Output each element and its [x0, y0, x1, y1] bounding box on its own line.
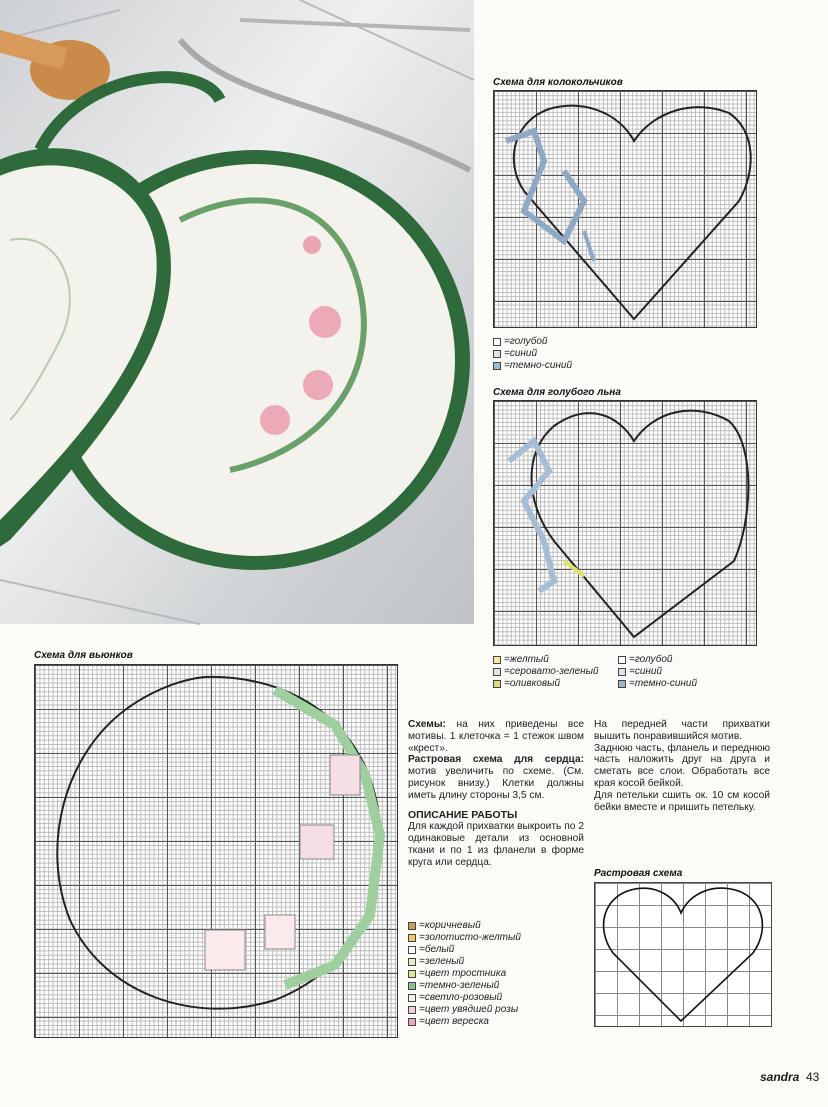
legend-swatch	[493, 668, 501, 676]
potholders-illustration	[0, 0, 474, 624]
article-column-left	[408, 719, 584, 868]
legend-label: =золотисто-желтый	[419, 932, 521, 943]
bindweed-circle-outline	[35, 665, 397, 1037]
embroider-paragraph: На передней части прихватки вышить понравившийся мотив.	[594, 719, 770, 742]
legend-item	[618, 654, 697, 666]
legend-swatch	[408, 1018, 416, 1026]
work-description-heading: ОПИСАНИЕ РАБОТЫ	[408, 808, 518, 821]
bells-heart-outline	[494, 91, 756, 327]
legend-item	[408, 968, 521, 980]
flax-heart-outline	[494, 401, 756, 645]
legend-item	[493, 654, 599, 666]
legend-swatch	[618, 680, 626, 688]
legend-swatch	[408, 922, 416, 930]
legend-swatch	[618, 656, 626, 664]
legend-label: =желтый	[504, 654, 549, 665]
legend-label: =коричневый	[419, 920, 481, 931]
schemes-label: Схемы:	[408, 719, 446, 730]
flax-legend-left	[493, 654, 599, 690]
raster-scheme-grid	[594, 882, 772, 1027]
legend-swatch	[493, 680, 501, 688]
bindweed-chart-grid	[34, 664, 398, 1038]
potholders-photo	[0, 0, 474, 624]
legend-item	[408, 1004, 521, 1016]
flax-legend-right	[618, 654, 697, 690]
legend-label: =цвет вереска	[419, 1016, 489, 1027]
legend-swatch	[493, 362, 501, 370]
assembly-paragraph: Заднюю часть, фланель и переднюю часть наложить друг на друга и сметать все слои. Обработать все края косой бейкой.	[594, 742, 770, 789]
legend-label: =белый	[419, 944, 455, 955]
legend-swatch	[493, 338, 501, 346]
legend-swatch	[408, 958, 416, 966]
bindweed-chart-caption: Схема для вьюнков	[34, 650, 133, 661]
legend-item	[408, 932, 521, 944]
bells-chart-caption: Схема для колокольчиков	[493, 77, 623, 88]
article-column-right	[594, 719, 770, 813]
legend-swatch	[408, 946, 416, 954]
cutting-paragraph: Для каждой прихватки выкроить по 2 одинаковые детали из основной ткани и по 1 из фланели в форме круга или сердца.	[408, 821, 584, 868]
legend-swatch	[618, 668, 626, 676]
legend-item	[493, 348, 572, 360]
legend-swatch	[408, 982, 416, 990]
legend-swatch	[408, 994, 416, 1002]
legend-label: =оливковый	[504, 678, 561, 689]
raster-text: мотив увеличить по схеме. (См. рисунок внизу.) Клетки должны иметь длину стороны 3,5 см.	[408, 766, 584, 801]
schemes-text: на них приведены все мотивы. 1 клеточка = 1 стежок швом «крест».	[408, 719, 584, 754]
legend-label: =зеленый	[419, 956, 465, 967]
legend-item	[493, 360, 572, 372]
legend-item	[408, 992, 521, 1004]
legend-swatch	[408, 970, 416, 978]
flax-chart-grid	[493, 400, 757, 646]
raster-scheme-caption: Растровая схема	[594, 868, 683, 879]
raster-label: Растровая схема для сердца:	[408, 754, 584, 766]
page-number: 43	[806, 1070, 820, 1084]
legend-item	[493, 678, 599, 690]
bells-chart-grid	[493, 90, 757, 328]
legend-swatch	[493, 350, 501, 358]
legend-item	[408, 956, 521, 968]
raster-heart-outline	[595, 883, 771, 1026]
legend-label: =темно-синий	[629, 678, 698, 689]
legend-label: =светло-розовый	[419, 992, 503, 1003]
flax-chart-caption: Схема для голубого льна	[493, 387, 621, 398]
legend-item	[408, 1016, 521, 1028]
legend-label: =цвет тростника	[419, 968, 507, 979]
loop-paragraph: Для петельки сшить ок. 10 см косой бейки вместе и пришить петельку.	[594, 789, 770, 813]
legend-item	[618, 666, 697, 678]
legend-swatch	[408, 934, 416, 942]
magazine-brand: sandra	[760, 1070, 800, 1084]
legend-label: =голубой	[629, 654, 673, 665]
legend-label: =серовато-зеленый	[504, 666, 599, 677]
legend-label: =синий	[504, 348, 538, 359]
legend-label: =цвет увядшей розы	[419, 1004, 519, 1015]
legend-swatch	[408, 1006, 416, 1014]
legend-label: =синий	[629, 666, 663, 677]
legend-item	[408, 920, 521, 932]
legend-item	[408, 980, 521, 992]
legend-label: =темно-синий	[504, 360, 573, 371]
legend-label: =голубой	[504, 336, 548, 347]
schemes-paragraph	[408, 719, 584, 754]
raster-paragraph	[408, 754, 584, 801]
legend-swatch	[493, 656, 501, 664]
legend-item	[618, 678, 697, 690]
bells-legend	[493, 336, 572, 372]
legend-item	[493, 336, 572, 348]
bindweed-legend	[408, 920, 521, 1028]
legend-label: =темно-зеленый	[419, 980, 500, 991]
legend-item	[408, 944, 521, 956]
legend-item	[493, 666, 599, 678]
